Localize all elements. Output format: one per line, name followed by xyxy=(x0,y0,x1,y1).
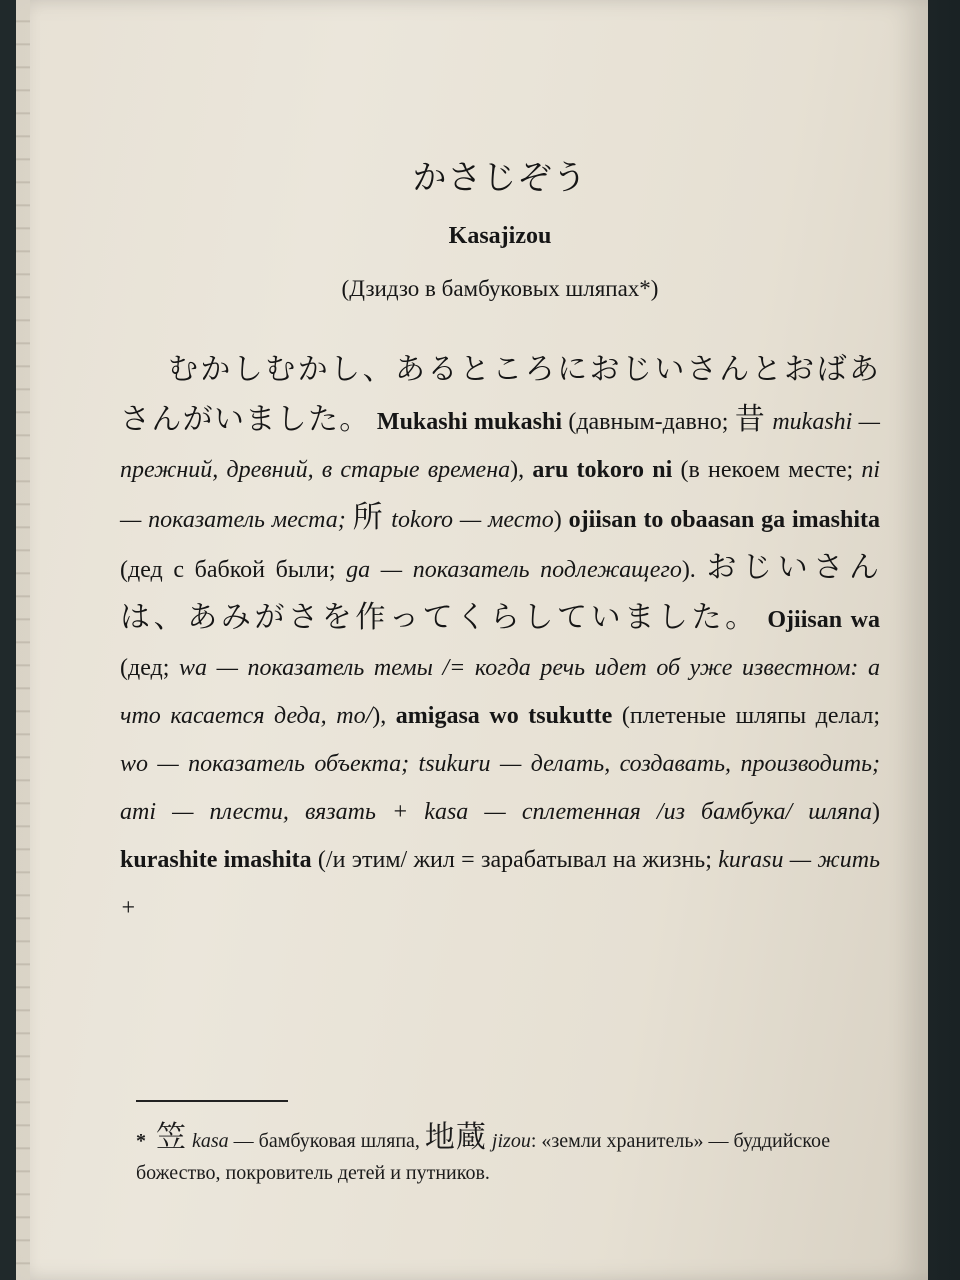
paragraph-run: (дед с бабкой были; xyxy=(120,557,347,583)
title-japanese: かさじぞう xyxy=(412,158,588,198)
footnote-run: jizou xyxy=(486,1130,531,1152)
title-romaji: Kasajizou xyxy=(448,223,552,249)
footnote-run: 笠 xyxy=(156,1120,187,1155)
paragraph-run: ). xyxy=(681,557,707,583)
footnote-run: kasa xyxy=(187,1130,229,1152)
paragraph-run: (давным-давно; xyxy=(562,409,735,435)
paragraph-run: wa — показатель темы /= когда речь идет об уже известном: а что касается деда, то/ xyxy=(120,655,880,729)
paragraph-run: kurashite imashita xyxy=(120,847,312,873)
footnote-run: * xyxy=(136,1130,146,1152)
page-content xyxy=(120,150,880,932)
paragraph-run: Ojiisan wa xyxy=(767,607,881,633)
paragraph-run: (/и этим/ жил = зарабатывал на жизнь; xyxy=(311,847,719,873)
title-russian: (Дзидзо в бамбуковых шляпах*) xyxy=(341,276,659,301)
paragraph-run: tokoro — место xyxy=(384,507,554,533)
paragraph-run: mukashi — прежний, древний, в старые времена xyxy=(120,409,881,483)
paragraph-run: ojiisan to obaasan ga imashita xyxy=(568,507,881,533)
paragraph-run: 所 xyxy=(352,500,385,535)
paragraph-run: (дед; xyxy=(120,655,180,681)
paragraph-run: むかしむかし、あるところにおじいさんとおばあさんがいました。 xyxy=(120,352,880,437)
story-paragraph xyxy=(120,346,880,932)
footnote-run: — бамбуковая шляпа, xyxy=(228,1130,425,1152)
footnote-run: 地蔵 xyxy=(424,1120,487,1155)
paragraph-run: おじいさんは、あみがさを作ってくらしていました。 xyxy=(120,550,880,635)
paragraph-run: amigasa wo tsukutte xyxy=(395,703,613,729)
footnote-run: : «земли хранитель» — буддийское божество, покровитель детей и путников. xyxy=(136,1130,831,1184)
footnote-rule xyxy=(136,1100,288,1102)
paragraph-run: kurasu — жить + xyxy=(120,847,880,921)
paragraph-run: (плетеные шляпы делал; xyxy=(612,703,880,729)
page-spine-edge xyxy=(16,0,30,1280)
paragraph-run: ) xyxy=(553,507,569,533)
paragraph-run: ga — показатель подлежащего xyxy=(346,557,682,583)
paragraph-run: wo — показатель объекта; tsukuru — делать, создавать, производить; ami — плести, вязать + kasa — сплетенная /из бамбука/ шляпа xyxy=(120,751,880,825)
footnote xyxy=(136,1122,876,1189)
book-page xyxy=(16,0,928,1280)
paragraph-run: Mukashi mukashi xyxy=(376,409,562,435)
paragraph-run: ), xyxy=(372,703,396,729)
paragraph-run: (в некоем месте; xyxy=(672,457,862,483)
paragraph-run: ni — показатель места; xyxy=(120,457,881,533)
paragraph-run: 昔 xyxy=(734,402,767,437)
paragraph-run: aru tokoro ni xyxy=(532,457,673,483)
paragraph-run: ), xyxy=(510,457,533,483)
paragraph-run: ) xyxy=(872,799,880,825)
